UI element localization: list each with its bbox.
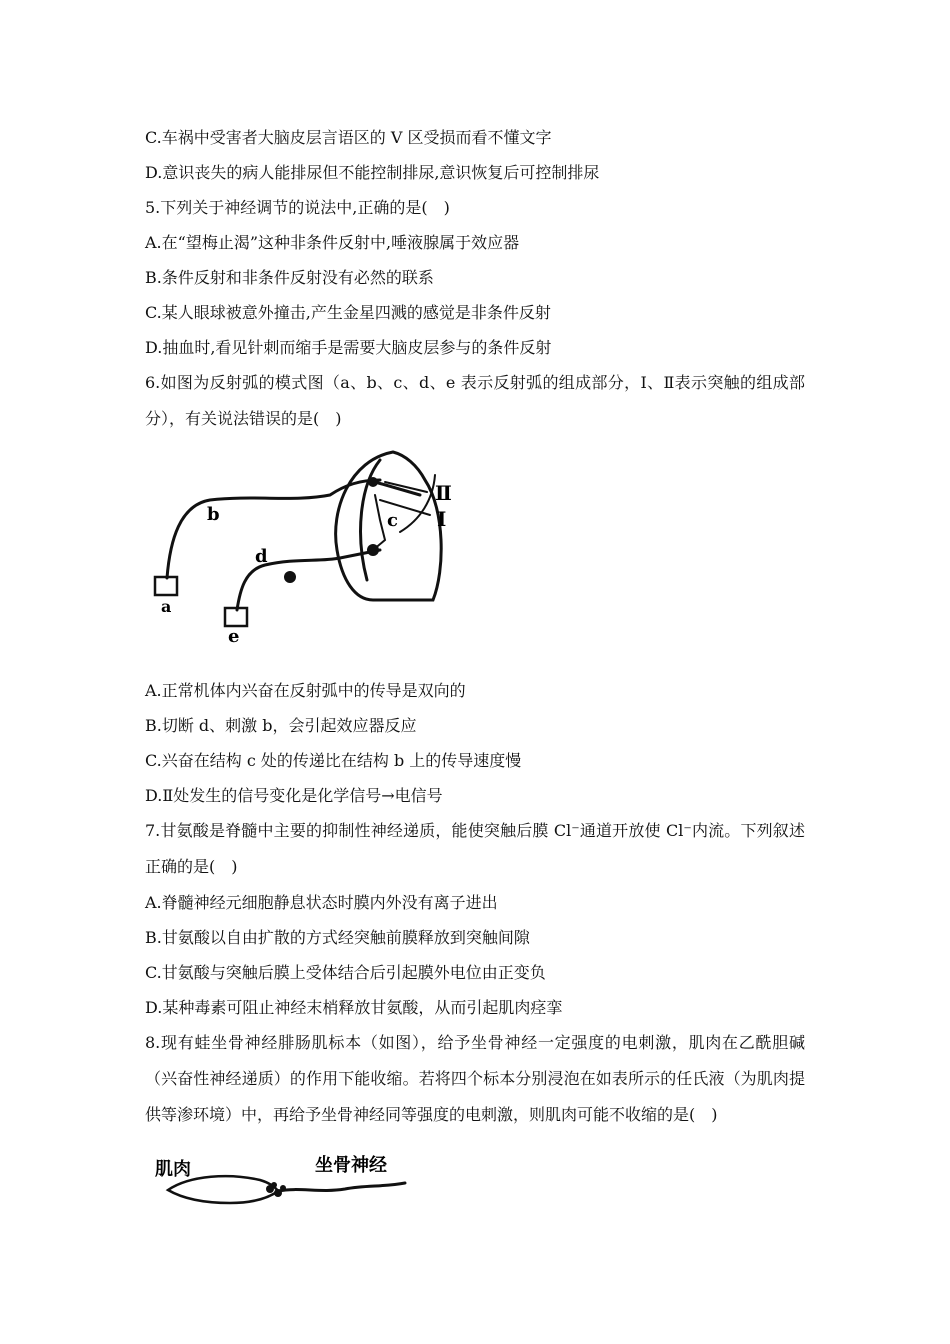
q5-option-d: D.抽血时,看见针刺而缩手是需要大脑皮层参与的条件反射 bbox=[145, 338, 552, 357]
q7-option-d: D.某种毒素可阻止神经末梢释放甘氨酸，从而引起肌肉痉挛 bbox=[145, 998, 563, 1017]
q6-stem: 6.如图为反射弧的模式图（a、b、c、d、e 表示反射弧的组成部分，Ⅰ、Ⅱ表示突触的组成部分），有关说法错误的是( ) bbox=[145, 373, 805, 428]
q7-option-b: B.甘氨酸以自由扩散的方式经突触前膜释放到突触间隙 bbox=[145, 928, 530, 947]
q6-option-b: B.切断 d、刺激 b，会引起效应器反应 bbox=[145, 716, 417, 735]
q4-option-c: C.车祸中受害者大脑皮层言语区的 V 区受损而看不懂文字 bbox=[145, 128, 552, 147]
label-muscle: 肌肉 bbox=[155, 1159, 191, 1180]
q8-stem: 8.现有蛙坐骨神经腓肠肌标本（如图），给予坐骨神经一定强度的电刺激，肌肉在乙酰胆碱（兴奋性神经递质）的作用下能收缩。若将四个标本分别浸泡在如表所示的任氏液（为肌肉提供等渗环境）中，再给予坐骨神经同等强度的电刺激，则肌肉可能不收缩的是( ) bbox=[145, 1033, 805, 1124]
q7-option-a: A.脊髓神经元细胞静息状态时膜内外没有离子进出 bbox=[145, 893, 498, 912]
label-nerve: 坐骨神经 bbox=[315, 1155, 387, 1176]
ganglion bbox=[284, 571, 296, 583]
q6-option-a: A.正常机体内兴奋在反射弧中的传导是双向的 bbox=[145, 681, 466, 700]
q7-stem: 7.甘氨酸是脊髓中主要的抑制性神经递质，能使突触后膜 Cl⁻通道开放使 Cl⁻内流。下列叙述正确的是( ) bbox=[145, 821, 805, 876]
muscle-shape bbox=[168, 1176, 278, 1203]
label-e: e bbox=[228, 626, 240, 647]
label-c: c bbox=[387, 510, 398, 531]
label-b: b bbox=[207, 504, 220, 525]
q6-option-d: D.Ⅱ处发生的信号变化是化学信号→电信号 bbox=[145, 786, 443, 805]
q5-stem: 5.下列关于神经调节的说法中,正确的是( ) bbox=[145, 198, 450, 217]
q5-option-c: C.某人眼球被意外撞击,产生金星四溅的感觉是非条件反射 bbox=[145, 303, 551, 322]
q5-option-b: B.条件反射和非条件反射没有必然的联系 bbox=[145, 268, 434, 287]
q6-option-c: C.兴奋在结构 c 处的传递比在结构 b 上的传导速度慢 bbox=[145, 751, 522, 770]
q7-option-c: C.甘氨酸与突触后膜上受体结合后引起膜外电位由正变负 bbox=[145, 963, 546, 982]
q4-option-d: D.意识丧失的病人能排尿但不能控制排尿,意识恢复后可控制排尿 bbox=[145, 163, 600, 182]
label-II: Ⅱ bbox=[435, 481, 452, 505]
nerve-muscle-figure bbox=[150, 1145, 415, 1215]
reflex-arc-figure bbox=[145, 440, 475, 650]
receptor-box-a bbox=[155, 577, 177, 595]
q5-option-a: A.在“望梅止渴”这种非条件反射中,唾液腺属于效应器 bbox=[145, 233, 520, 252]
label-a: a bbox=[161, 597, 172, 616]
label-I: Ⅰ bbox=[437, 507, 447, 531]
sciatic-nerve bbox=[278, 1183, 405, 1191]
label-d: d bbox=[255, 546, 268, 567]
